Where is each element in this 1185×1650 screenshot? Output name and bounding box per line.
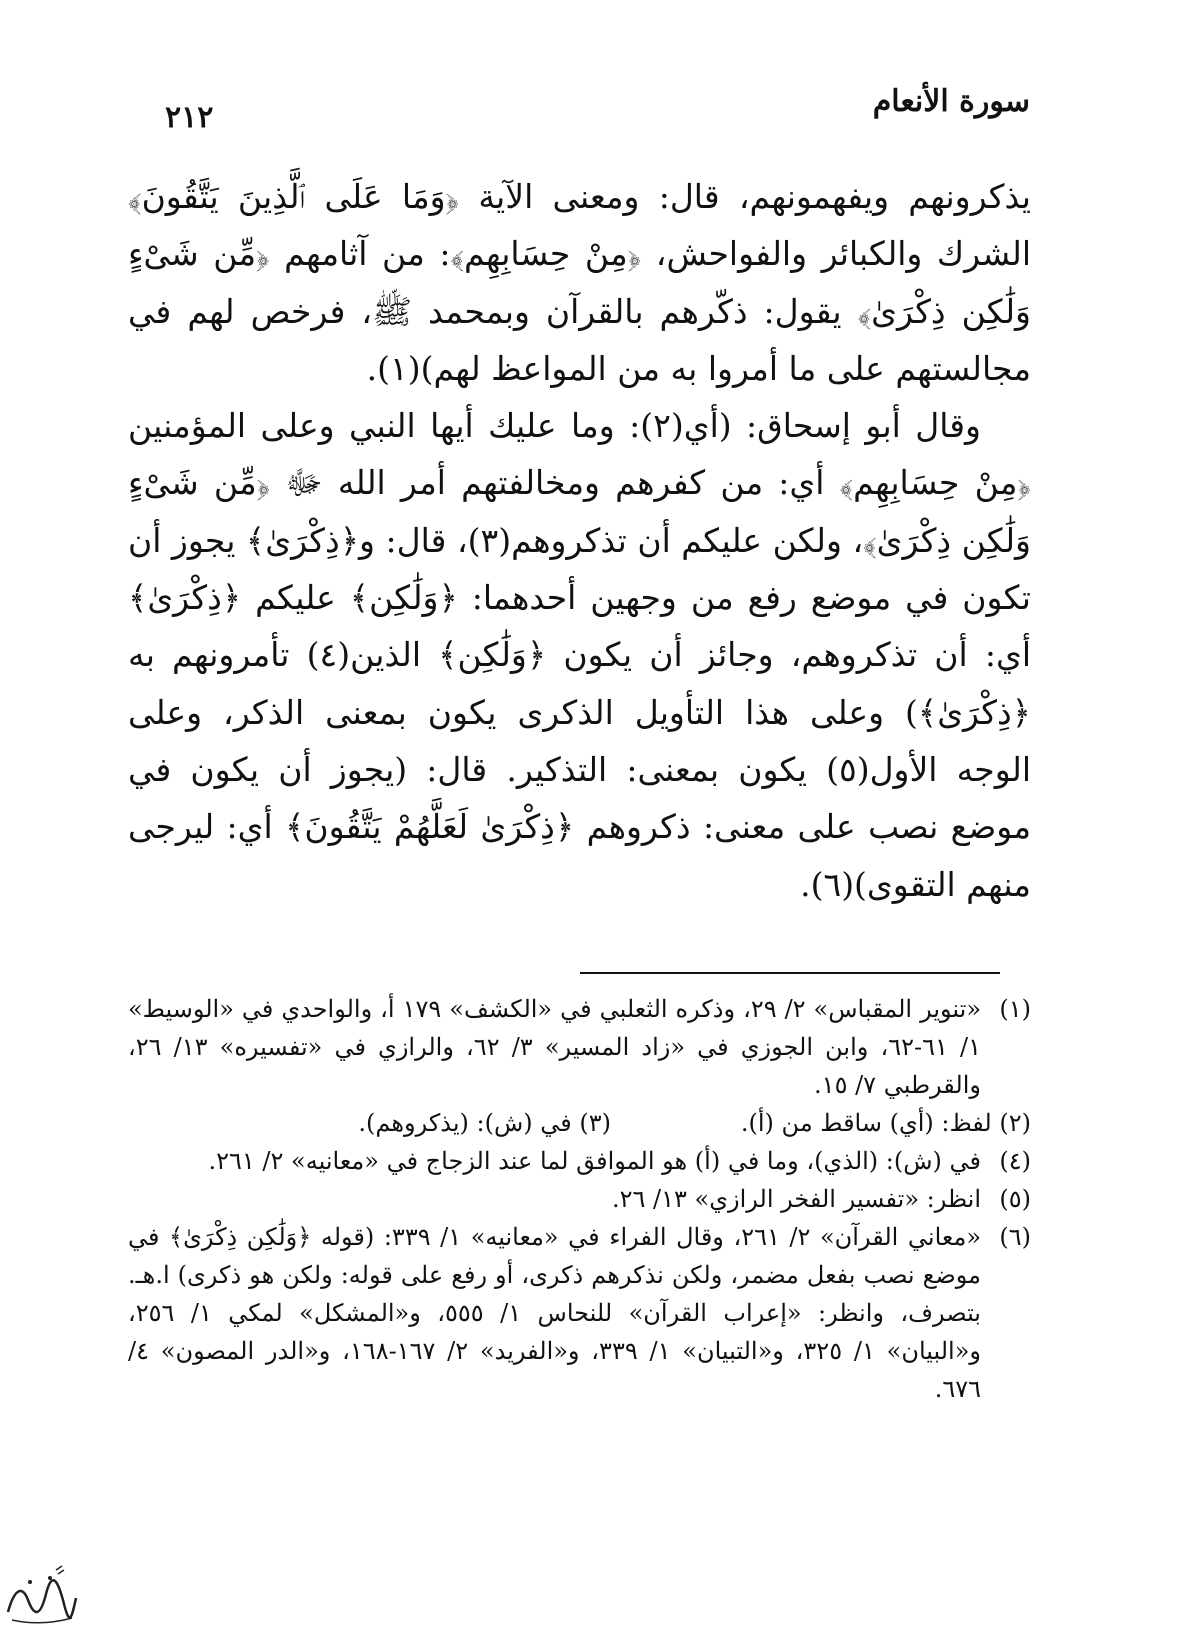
main-text [128, 168, 1031, 913]
footnote-5-number: (٥) [999, 1185, 1031, 1213]
footnote-6-text: «معاني القرآن» ٢/ ٢٦١، وقال الفراء في «معانيه» ١/ ٣٣٩: (قوله ﴿وَلَٰكِن ذِكْرَىٰ﴾ في موضع نصب بفعل مضمر، ولكن نذكرهم ذكرى، أو رفع على قوله: ولكن هو ذكرى) ا.هـ. بتصرف، وانظر: «إعراب القرآن» للنحاس ١/ ٥٥٥، و«المشكل» لمكي ١/ ٢٥٦، و«البيان» ١/ ٣٢٥، و«التبيان» ١/ ٣٣٩، و«الفريد» ٢/ ١٦٧-١٦٨، و«الدر المصون» ٤/ ٦٧٦. [128, 1223, 981, 1403]
footnote-4-number: (٤) [999, 1147, 1031, 1175]
footnote-1-number: (١) [999, 995, 1031, 1023]
surah-title: سورة الأنعام [872, 84, 1030, 119]
paragraph-2: وقال أبو إسحاق: (أي(٢): وما عليك أيها النبي وعلى المؤمنين ﴿مِنْ حِسَابِهِم﴾ أي: من كفرهم ومخالفتهم أمر الله ﷻ ﴿مِّن شَىْءٍ وَلَٰكِن ذِكْرَىٰ﴾، ولكن عليكم أن تذكروهم(٣)، قال: و﴿ذِكْرَىٰ﴾ يجوز أن تكون في موضع رفع من وجهين أحدهما: ﴿وَلَٰكِن﴾ عليكم ﴿ذِكْرَىٰ﴾ أي: أن تذكروهم، وجائز أن يكون ﴿وَلَٰكِن﴾ الذين(٤) تأمرونهم به ﴿ذِكْرَىٰ﴾) وعلى هذا التأويل الذكرى يكون بمعنى الذكر، وعلى الوجه الأول(٥) يكون بمعنى: التذكير. قال: (يجوز أن يكون في موضع نصب على معنى: ذكروهم ﴿ذِكْرَىٰ لَعَلَّهُمْ يَتَّقُونَ﴾ أي: ليرجى منهم التقوى)(٦). [128, 406, 1031, 904]
footnote-5 [128, 1180, 1031, 1218]
footnote-6-number: (٦) [999, 1223, 1031, 1251]
footnote-2: (٢) لفظ: (أي) ساقط من (أ). [740, 1109, 1031, 1137]
footnote-divider [580, 972, 1000, 974]
footnote-4-text: في (ش): (الذي)، وما في (أ) هو الموافق لما عند الزجاج في «معانيه» ٢/ ٢٦١. [208, 1147, 981, 1175]
almosahm-logo-icon [0, 1560, 80, 1630]
footnotes [128, 990, 1031, 1408]
paragraph-1: يذكرونهم ويفهمونهم، قال: ومعنى الآية ﴿وَمَا عَلَى ٱلَّذِينَ يَتَّقُونَ﴾ الشرك والكبائر والفواحش، ﴿مِنْ حِسَابِهِم﴾: من آثامهم ﴿مِّن شَىْءٍ وَلَٰكِن ذِكْرَىٰ﴾ يقول: ذكّرهم بالقرآن وبمحمد ﷺ، فرخص لهم في مجالستهم على ما أمروا به من المواعظ لهم)(١). [128, 177, 1031, 388]
page-number: ٢١٢ [165, 100, 214, 135]
footnote-1-text: «تنوير المقباس» ٢/ ٢٩، وذكره الثعلبي في «الكشف» ١٧٩ أ، والواحدي في «الوسيط» ١/ ٦١-٦٢، وابن الجوزي في «زاد المسير» ٣/ ٦٢، والرازي في «تفسيره» ١٣/ ٢٦، والقرطبي ٧/ ١٥. [128, 995, 982, 1099]
footnote-row-2-3 [128, 1104, 1031, 1142]
footnote-4 [128, 1142, 1031, 1180]
footnote-3: (٣) في (ش): (يذكروهم). [358, 1109, 611, 1137]
footnote-6 [128, 1218, 1031, 1408]
footnote-5-text: انظر: «تفسير الفخر الرازي» ١٣/ ٢٦. [611, 1185, 981, 1213]
page-header [130, 78, 1030, 138]
footnote-1 [128, 990, 1031, 1104]
